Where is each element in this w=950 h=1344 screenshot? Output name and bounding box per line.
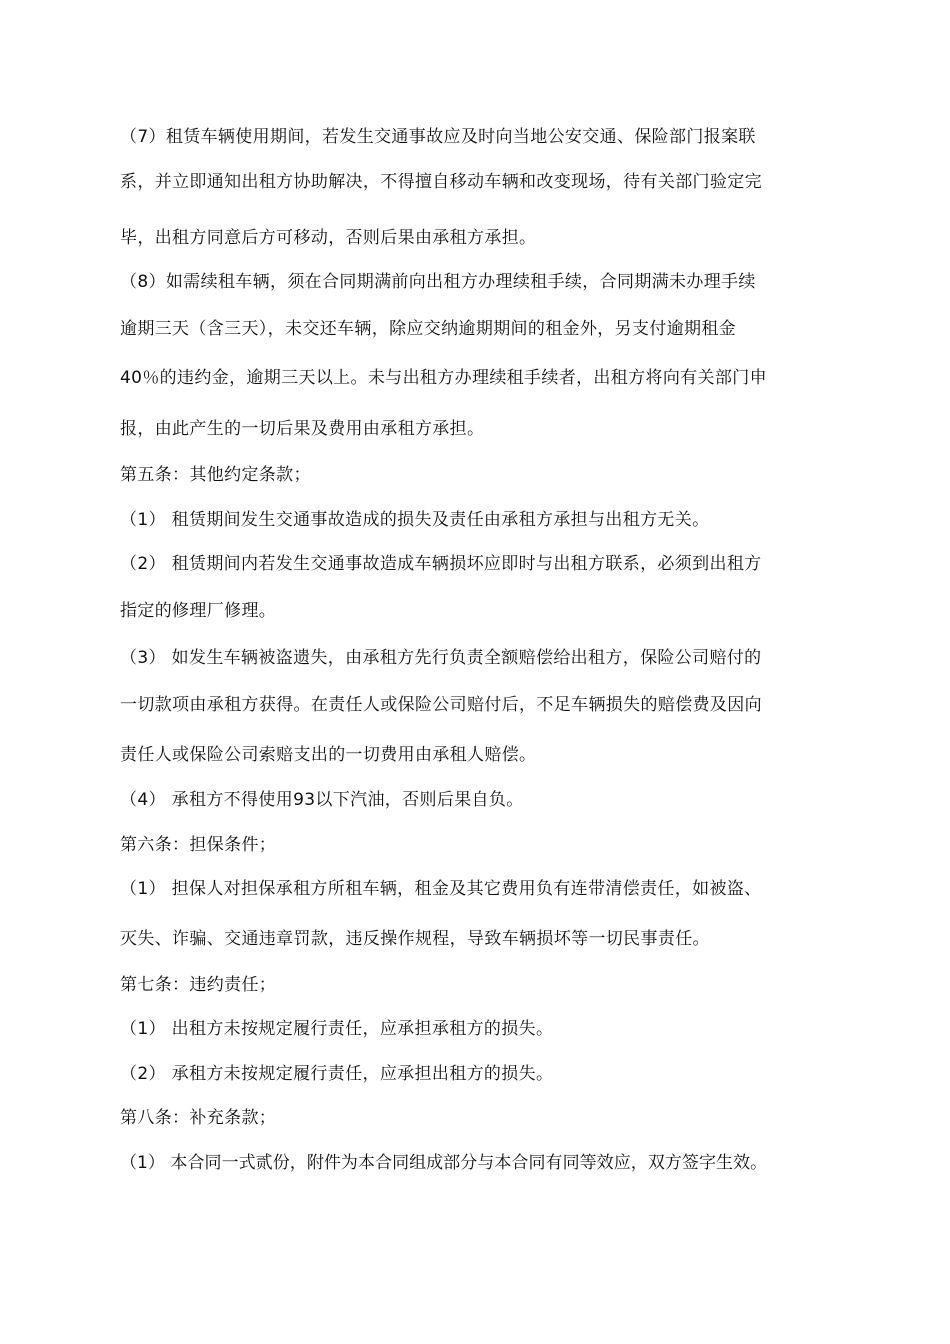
clause-4-7-line-3: 毕，出租方同意后方可移动，否则后果由承租方承担。	[120, 228, 537, 248]
article-5-heading: 第五条：其他约定条款；	[120, 465, 311, 485]
clause-7-1: （1） 出租方未按规定履行责任，应承担承租方的损失。	[120, 1019, 554, 1039]
clause-4-7-line-2: 系，并立即通知出租方协助解决，不得擅自移动车辆和改变现场，待有关部门验定完	[120, 172, 762, 192]
clause-6-1-line-1: （1） 担保人对担保承租方所租车辆，租金及其它费用负有连带清偿责任，如被盗、	[120, 879, 762, 899]
clause-6-1-line-2: 灭失、诈骗、交通违章罚款，违反操作规程，导致车辆损坏等一切民事责任。	[120, 929, 710, 949]
clause-5-3-line-2: 一切款项由承租方获得。在责任人或保险公司赔付后，不足车辆损失的赔偿费及因向	[120, 695, 762, 715]
clause-5-2-line-1: （2） 租赁期间内若发生交通事故造成车辆损坏应即时与出租方联系，必须到出租方	[120, 554, 762, 574]
clause-4-8-line-3: 40％的违约金，逾期三天以上。未与出租方办理续租手续者，出租方将向有关部门申	[120, 368, 767, 388]
clause-8-1: （1） 本合同一式贰份，附件为本合同组成部分与本合同有同等效应，双方签字生效。	[120, 1153, 768, 1173]
article-6-heading: 第六条：担保条件；	[120, 835, 277, 855]
article-7-heading: 第七条：违约责任；	[120, 975, 277, 995]
article-8-heading: 第八条：补充条款；	[120, 1108, 277, 1128]
clause-4-7-line-1: （7）租赁车辆使用期间，若发生交通事故应及时向当地公安交通、保险部门报案联	[120, 127, 756, 147]
clause-5-1: （1） 租赁期间发生交通事故造成的损失及责任由承租方承担与出租方无关。	[120, 510, 710, 530]
clause-7-2: （2） 承租方未按规定履行责任，应承担出租方的损失。	[120, 1064, 554, 1084]
clause-5-2-line-2: 指定的修理厂修理。	[120, 601, 277, 621]
clause-4-8-line-2: 逾期三天（含三天），未交还车辆，除应交纳逾期期间的租金外，另支付逾期租金	[120, 319, 737, 339]
clause-4-8-line-4: 报，由此产生的一切后果及费用由承租方承担。	[120, 419, 485, 439]
clause-5-4: （4） 承租方不得使用93以下汽油，否则后果自负。	[120, 790, 524, 810]
clause-5-3-line-3: 责任人或保险公司索赔支出的一切费用由承租人赔偿。	[120, 745, 537, 765]
clause-5-3-line-1: （3） 如发生车辆被盗遗失，由承租方先行负责全额赔偿给出租方，保险公司赔付的	[120, 648, 762, 668]
clause-4-8-line-1: （8）如需续租车辆，须在合同期满前向出租方办理续租手续，合同期满未办理手续	[120, 272, 756, 292]
